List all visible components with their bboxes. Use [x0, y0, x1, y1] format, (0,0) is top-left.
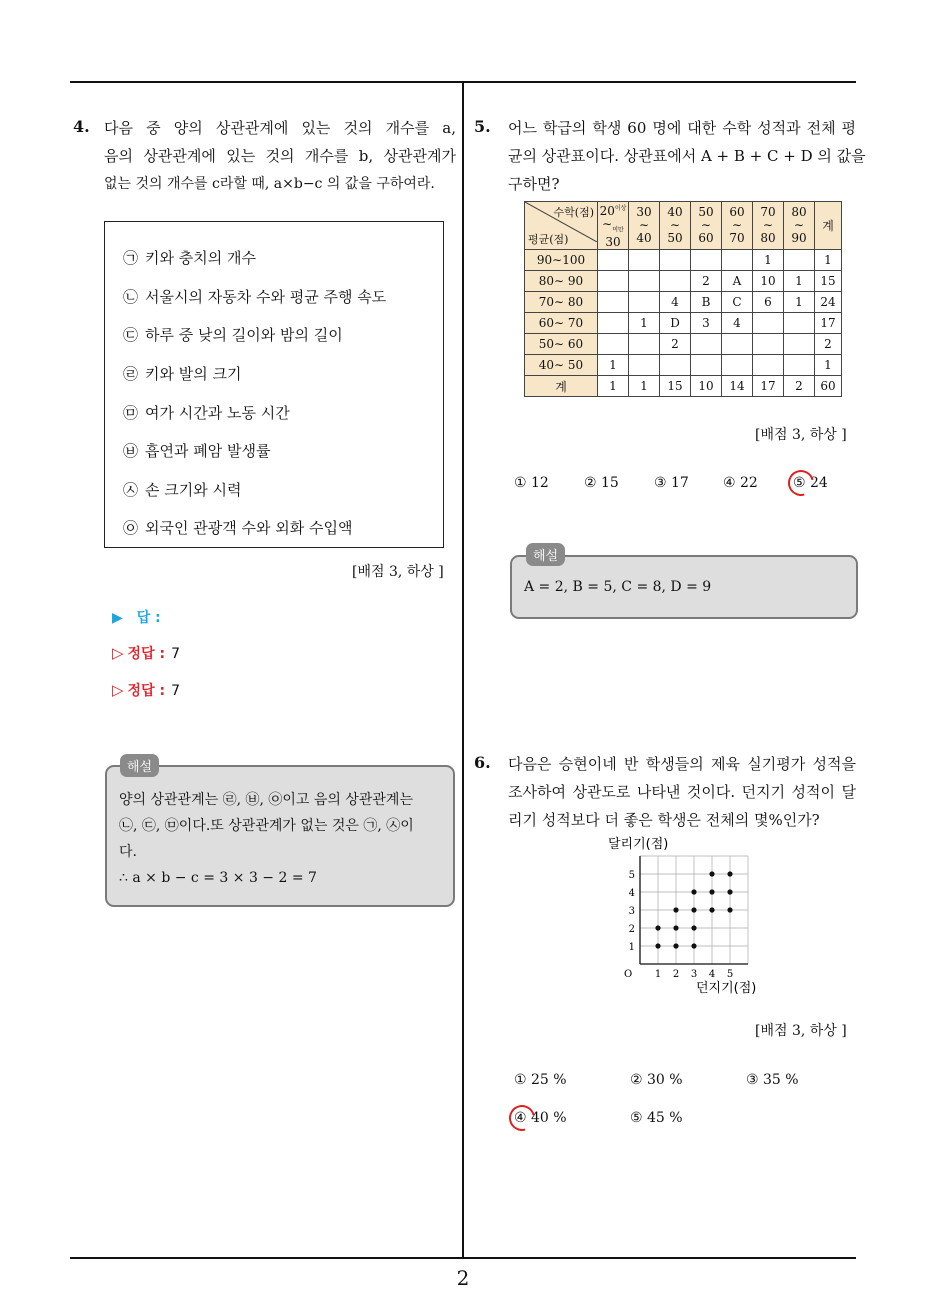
table-cell — [598, 271, 629, 292]
table-cell: 2 — [784, 376, 815, 397]
table-cell: 1 — [753, 250, 784, 271]
q4-item-2: ㉡ 서울시의 자동차 수와 평균 주행 속도 — [123, 288, 387, 306]
q5-choice-3[interactable]: ③ 17 — [654, 475, 689, 491]
scatter-plot — [600, 830, 780, 1000]
table-cell — [753, 355, 784, 376]
data-point — [727, 889, 732, 894]
table-cell — [722, 355, 753, 376]
table-cell — [753, 334, 784, 355]
data-point — [691, 925, 696, 930]
q4-line-3: 없는 것의 개수를 c라할 때, a×b−c 의 값을 구하여라. — [104, 176, 435, 192]
q4-explanation-text — [119, 787, 445, 891]
q4-answer-row — [112, 607, 161, 627]
data-point — [673, 907, 678, 912]
table-cell — [691, 334, 722, 355]
q5-choice-1[interactable]: ① 12 — [514, 475, 549, 491]
data-point — [709, 907, 714, 912]
table-cell: 15 — [660, 376, 691, 397]
q6-choices — [514, 1072, 854, 1132]
play-icon: ▶ — [112, 610, 123, 626]
q6-score: [배점 3, 하상 ] — [755, 1023, 847, 1039]
table-cell: 1 — [629, 313, 660, 334]
y-tick-label: 5 — [628, 870, 635, 881]
q4-item-8: ㉧ 외국인 관광객 수와 외화 수입액 — [123, 519, 353, 537]
table-cell: B — [691, 292, 722, 313]
col-header-7: 80 ∼ 90 — [784, 202, 815, 250]
triangle-outline-icon: ▷ — [112, 644, 124, 662]
corner-bottom-label: 평균(점) — [528, 233, 569, 247]
table-cell: C — [722, 292, 753, 313]
correct-label: 정답 : — [127, 683, 166, 699]
table-cell — [660, 271, 691, 292]
q4-correct-row-2 — [112, 680, 180, 700]
correct-label: 정답 : — [127, 646, 166, 662]
page-number: 2 — [456, 1266, 470, 1290]
data-point — [673, 943, 678, 948]
table-cell: 2 — [660, 334, 691, 355]
q5-explanation-text: A = 2, B = 5, C = 8, D = 9 — [524, 579, 712, 595]
q5-line-1: 어느 학급의 학생 60 명에 대한 수학 성적과 전체 평 — [508, 119, 856, 137]
q4-item-4: ㉣ 키와 발의 크기 — [123, 365, 242, 383]
q6-choice-4[interactable]: ④ 40 % — [514, 1110, 567, 1126]
table-cell — [691, 355, 722, 376]
x-tick-label: 1 — [654, 969, 662, 980]
data-point — [655, 943, 660, 948]
q4-line-1: 다음 중 양의 상관관계에 있는 것의 개수를 a, — [104, 119, 456, 137]
table-cell — [598, 292, 629, 313]
q4-item-box — [104, 221, 444, 548]
q4-item-5: ㉤ 여가 시간과 노동 시간 — [123, 404, 290, 422]
q6-choice-5[interactable]: ⑤ 45 % — [630, 1110, 683, 1126]
table-cell: 1 — [784, 271, 815, 292]
data-point — [691, 943, 696, 948]
table-cell: 10 — [753, 271, 784, 292]
q6-line-3: 리기 성적보다 더 좋은 학생은 전체의 몇%인가? — [508, 811, 820, 829]
q4-question — [104, 114, 456, 198]
data-point — [709, 889, 714, 894]
x-tick-label: 4 — [708, 969, 716, 980]
row-total: 17 — [815, 313, 842, 334]
table-row — [525, 292, 842, 313]
row-total: 15 — [815, 271, 842, 292]
q5-choice-5[interactable]: ⑤ 24 — [793, 475, 828, 491]
table-cell — [598, 313, 629, 334]
row-total: 60 — [815, 376, 842, 397]
data-point — [727, 871, 732, 876]
data-point — [727, 907, 732, 912]
q4-item-3: ㉢ 하루 중 낮의 길이와 밤의 길이 — [123, 326, 343, 344]
table-cell — [722, 334, 753, 355]
corner-top-label: 수학(점) — [553, 206, 594, 219]
table-cell: 1 — [598, 376, 629, 397]
table-cell — [660, 355, 691, 376]
row-total: 1 — [815, 355, 842, 376]
y-axis-label: 달리기(점) — [608, 837, 669, 852]
table-row — [525, 250, 842, 271]
q4-item-6: ㉥ 흡연과 폐암 발생률 — [123, 442, 271, 460]
table-cell: 1 — [784, 292, 815, 313]
table-cell: 4 — [722, 313, 753, 334]
col-header-4: 50 ∼ 60 — [691, 202, 722, 250]
q6-choice-2[interactable]: ② 30 % — [630, 1072, 683, 1088]
q5-question — [508, 114, 866, 198]
q5-score: [배점 3, 하상 ] — [755, 427, 847, 443]
q6-line-2: 조사하여 상관도로 나타낸 것이다. 던지기 성적이 달 — [508, 783, 856, 801]
data-point — [691, 907, 696, 912]
table-cell — [784, 250, 815, 271]
table-cell — [753, 313, 784, 334]
q5-choice-4[interactable]: ④ 22 — [723, 475, 758, 491]
q4-number: 4. — [73, 117, 90, 136]
data-point — [673, 925, 678, 930]
q4-expl-line-4: ∴ a × b − c = 3 × 3 − 2 = 7 — [119, 870, 317, 886]
table-row — [525, 376, 842, 397]
q6-choice-1[interactable]: ① 25 % — [514, 1072, 567, 1088]
y-tick-label: 3 — [628, 906, 635, 917]
table-cell — [722, 250, 753, 271]
row-total: 24 — [815, 292, 842, 313]
row-total: 2 — [815, 334, 842, 355]
table-cell: 17 — [753, 376, 784, 397]
correlation-table — [524, 201, 842, 397]
q4-expl-line-2: ㉡, ㉢, ㉤이다.또 상관관계가 없는 것은 ㉠, ㉦이 — [119, 818, 414, 834]
table-cell — [784, 334, 815, 355]
table-cell — [629, 292, 660, 313]
q6-choice-3[interactable]: ③ 35 % — [746, 1072, 799, 1088]
col-header-5: 60 ∼ 70 — [722, 202, 753, 250]
table-cell — [784, 355, 815, 376]
correct-value: 7 — [171, 646, 180, 662]
y-tick-label: 4 — [628, 888, 635, 899]
data-point — [709, 871, 714, 876]
q5-line-3: 구하면? — [508, 175, 560, 193]
table-cell — [598, 250, 629, 271]
row-label: 80∼ 90 — [525, 271, 598, 292]
q5-number: 5. — [474, 117, 491, 136]
table-cell — [598, 334, 629, 355]
column-divider — [462, 82, 464, 1258]
x-tick-label: 5 — [726, 969, 734, 980]
row-label: 50∼ 60 — [525, 334, 598, 355]
table-cell: 6 — [753, 292, 784, 313]
q5-line-2: 균의 상관표이다. 상관표에서 A + B + C + D 의 값을 — [508, 147, 866, 165]
table-row — [525, 355, 842, 376]
data-point — [691, 889, 696, 894]
q5-selected-mark — [783, 465, 819, 501]
table-cell — [660, 250, 691, 271]
q4-item-7: ㉦ 손 크기와 시력 — [123, 481, 242, 499]
q4-score: [배점 3, 하상 ] — [352, 564, 444, 580]
table-row — [525, 313, 842, 334]
data-point — [655, 925, 660, 930]
row-label: 계 — [525, 376, 598, 397]
table-cell: A — [722, 271, 753, 292]
x-axis-label: 던지기(점) — [696, 981, 757, 996]
table-cell: 1 — [629, 376, 660, 397]
q5-explanation-tag: 해설 — [526, 543, 565, 566]
q6-line-1: 다음은 승현이네 반 학생들의 제육 실기평가 성적을 — [508, 755, 856, 773]
q6-question — [508, 750, 856, 834]
col-header-total: 계 — [815, 202, 842, 250]
col-header-2: 30 ∼ 40 — [629, 202, 660, 250]
row-label: 60∼ 70 — [525, 313, 598, 334]
q4-expl-line-3: 다. — [119, 844, 137, 860]
q4-explanation-tag: 해설 — [120, 754, 159, 777]
row-label: 90∼100 — [525, 250, 598, 271]
col-header-6: 70 ∼ 80 — [753, 202, 784, 250]
table-row — [525, 334, 842, 355]
q4-expl-line-1: 양의 상관관계는 ㉣, ㉥, ㉧이고 음의 상관관계는 — [119, 792, 413, 808]
row-total: 1 — [815, 250, 842, 271]
q6-number: 6. — [474, 753, 491, 772]
table-cell: 3 — [691, 313, 722, 334]
triangle-outline-icon: ▷ — [112, 681, 124, 699]
col-header-3: 40 ∼ 50 — [660, 202, 691, 250]
x-tick-label: 3 — [690, 969, 698, 980]
table-cell: 4 — [660, 292, 691, 313]
table-cell — [629, 250, 660, 271]
row-label: 70∼ 80 — [525, 292, 598, 313]
q4-item-1: ㉠ 키와 충치의 개수 — [123, 249, 256, 267]
table-cell: 2 — [691, 271, 722, 292]
table-cell: 14 — [722, 376, 753, 397]
table-cell: D — [660, 313, 691, 334]
table-corner-cell — [525, 202, 598, 250]
origin-label: O — [624, 969, 633, 980]
q4-explanation-box — [105, 765, 455, 907]
table-cell — [629, 271, 660, 292]
table-row — [525, 271, 842, 292]
answer-label: 답 : — [136, 610, 161, 626]
q4-line-2: 음의 상관관계에 있는 것의 개수를 b, 상관관계가 — [104, 147, 456, 165]
col-header-1: $20^{이상}$ $\sim_{미만}$ 30 — [598, 202, 629, 250]
table-cell: 1 — [598, 355, 629, 376]
y-tick-label: 1 — [628, 942, 635, 953]
table-cell — [629, 355, 660, 376]
table-cell — [629, 334, 660, 355]
y-tick-label: 2 — [628, 924, 635, 935]
q4-correct-row-1 — [112, 643, 180, 663]
correct-value: 7 — [171, 683, 180, 699]
table-cell: 10 — [691, 376, 722, 397]
q5-choice-2[interactable]: ② 15 — [584, 475, 619, 491]
table-cell — [784, 313, 815, 334]
bottom-rule — [70, 1257, 856, 1259]
table-cell — [691, 250, 722, 271]
x-tick-label: 2 — [672, 969, 680, 980]
row-label: 40∼ 50 — [525, 355, 598, 376]
